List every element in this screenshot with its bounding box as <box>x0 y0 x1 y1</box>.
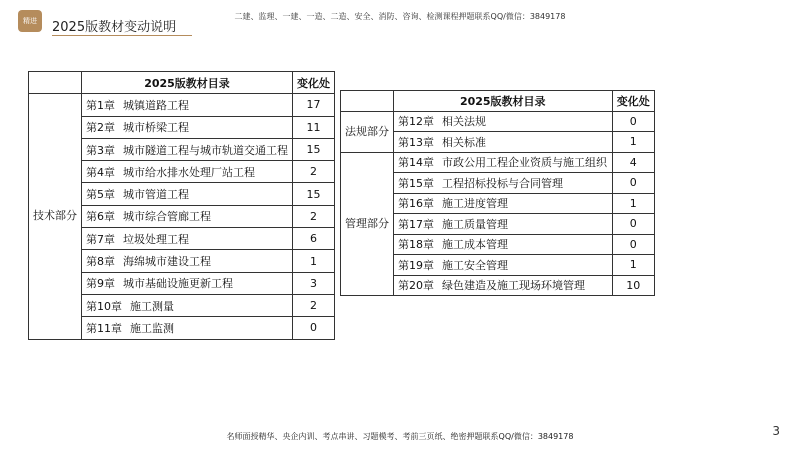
chapter-number: 第12章 <box>398 115 434 129</box>
change-count: 10 <box>612 275 654 296</box>
chapter-name: 城市桥梁工程 <box>123 121 189 135</box>
chapter-cell <box>394 275 613 296</box>
chapter-number: 第20章 <box>398 279 434 293</box>
chapter-number: 第9章 <box>86 277 115 291</box>
change-count: 1 <box>612 193 654 214</box>
chapter-cell <box>394 214 613 235</box>
change-count: 15 <box>293 138 335 160</box>
chapter-number: 第16章 <box>398 197 434 211</box>
chapter-name: 城市管道工程 <box>123 188 189 202</box>
header-catalog: 2025版教材目录 <box>82 72 293 94</box>
chapter-name: 城市隧道工程与城市轨道交通工程 <box>123 143 288 157</box>
chapter-number: 第8章 <box>86 255 115 269</box>
chapter-cell <box>82 161 293 183</box>
header-change: 变化处 <box>293 72 335 94</box>
top-contact-info: 二建、监理、一建、一造、二造、安全、消防、咨询、检测课程押题联系QQ/微信：3849178 <box>234 12 566 21</box>
chapter-name: 工程招标投标与合同管理 <box>442 176 563 190</box>
chapter-cell <box>82 294 293 316</box>
chapter-number: 第14章 <box>398 156 434 170</box>
change-count: 17 <box>293 94 335 116</box>
chapter-number: 第19章 <box>398 258 434 272</box>
header-change: 变化处 <box>612 91 654 112</box>
chapter-name: 施工成本管理 <box>442 238 508 252</box>
chapter-name: 相关标准 <box>442 135 486 149</box>
law-management-chapters-table <box>340 90 655 296</box>
change-count: 1 <box>293 250 335 272</box>
chapter-name: 施工进度管理 <box>442 197 508 211</box>
header-blank <box>341 91 394 112</box>
chapter-cell <box>82 228 293 250</box>
change-count: 2 <box>293 205 335 227</box>
chapter-cell <box>82 205 293 227</box>
chapter-name: 市政公用工程企业资质与施工组织 <box>442 156 607 170</box>
chapter-name: 相关法规 <box>442 115 486 129</box>
header-bar <box>0 0 800 40</box>
chapter-number: 第1章 <box>86 98 115 112</box>
chapter-number: 第4章 <box>86 165 115 179</box>
table-header-row <box>29 72 335 94</box>
chapter-name: 施工安全管理 <box>442 258 508 272</box>
chapter-name: 城市基础设施更新工程 <box>123 277 233 291</box>
change-count: 2 <box>293 161 335 183</box>
table-row <box>29 94 335 116</box>
chapter-name: 城市给水排水处理厂站工程 <box>123 165 255 179</box>
chapter-cell <box>82 272 293 294</box>
chapter-number: 第11章 <box>86 321 122 335</box>
chapter-number: 第6章 <box>86 210 115 224</box>
chapter-cell <box>82 317 293 339</box>
page-number: 3 <box>772 424 780 438</box>
chapter-number: 第3章 <box>86 143 115 157</box>
chapter-cell <box>394 255 613 276</box>
chapter-name: 施工测量 <box>130 299 174 313</box>
change-count: 0 <box>612 173 654 194</box>
change-count: 3 <box>293 272 335 294</box>
change-count: 15 <box>293 183 335 205</box>
chapter-name: 城镇道路工程 <box>123 98 189 112</box>
change-count: 0 <box>612 214 654 235</box>
change-count: 11 <box>293 116 335 138</box>
header-catalog: 2025版教材目录 <box>394 91 613 112</box>
title-underline <box>52 35 192 36</box>
change-count: 1 <box>612 255 654 276</box>
chapter-number: 第5章 <box>86 188 115 202</box>
chapter-cell <box>82 116 293 138</box>
table-row <box>341 152 655 173</box>
chapter-number: 第7章 <box>86 232 115 246</box>
table-row <box>341 111 655 132</box>
chapter-number: 第13章 <box>398 135 434 149</box>
chapter-cell <box>394 234 613 255</box>
header-blank <box>29 72 82 94</box>
chapter-cell <box>82 94 293 116</box>
chapter-number: 第17章 <box>398 217 434 231</box>
chapter-name: 绿色建造及施工现场环境管理 <box>442 279 585 293</box>
chapter-number: 第2章 <box>86 121 115 135</box>
chapter-cell <box>394 111 613 132</box>
change-count: 0 <box>612 111 654 132</box>
technical-chapters-table <box>28 71 335 340</box>
section-technical: 技术部分 <box>29 94 82 339</box>
change-count: 6 <box>293 228 335 250</box>
chapter-cell <box>82 138 293 160</box>
page-title: 2025版教材变动说明 <box>52 20 177 35</box>
chapter-name: 海绵城市建设工程 <box>123 255 211 269</box>
change-count: 0 <box>612 234 654 255</box>
chapter-cell <box>394 152 613 173</box>
chapter-number: 第10章 <box>86 299 122 313</box>
chapter-name: 施工监测 <box>130 321 174 335</box>
section-law: 法规部分 <box>341 111 394 152</box>
change-count: 0 <box>293 317 335 339</box>
chapter-name: 垃圾处理工程 <box>123 232 189 246</box>
chapter-cell <box>82 183 293 205</box>
chapter-cell <box>82 250 293 272</box>
chapter-cell <box>394 132 613 153</box>
change-count: 4 <box>612 152 654 173</box>
chapter-cell <box>394 193 613 214</box>
chapter-name: 施工质量管理 <box>442 217 508 231</box>
logo: 精进 <box>18 10 42 32</box>
chapter-number: 第18章 <box>398 238 434 252</box>
section-management: 管理部分 <box>341 152 394 296</box>
change-count: 1 <box>612 132 654 153</box>
chapter-cell <box>394 173 613 194</box>
chapter-number: 第15章 <box>398 176 434 190</box>
change-count: 2 <box>293 294 335 316</box>
footer-contact-info: 名师面授精华、央企内训、考点串讲、习题模考、考前三页纸、绝密押题联系QQ/微信：3849178 <box>226 432 574 441</box>
chapter-name: 城市综合管廊工程 <box>123 210 211 224</box>
table-header-row <box>341 91 655 112</box>
